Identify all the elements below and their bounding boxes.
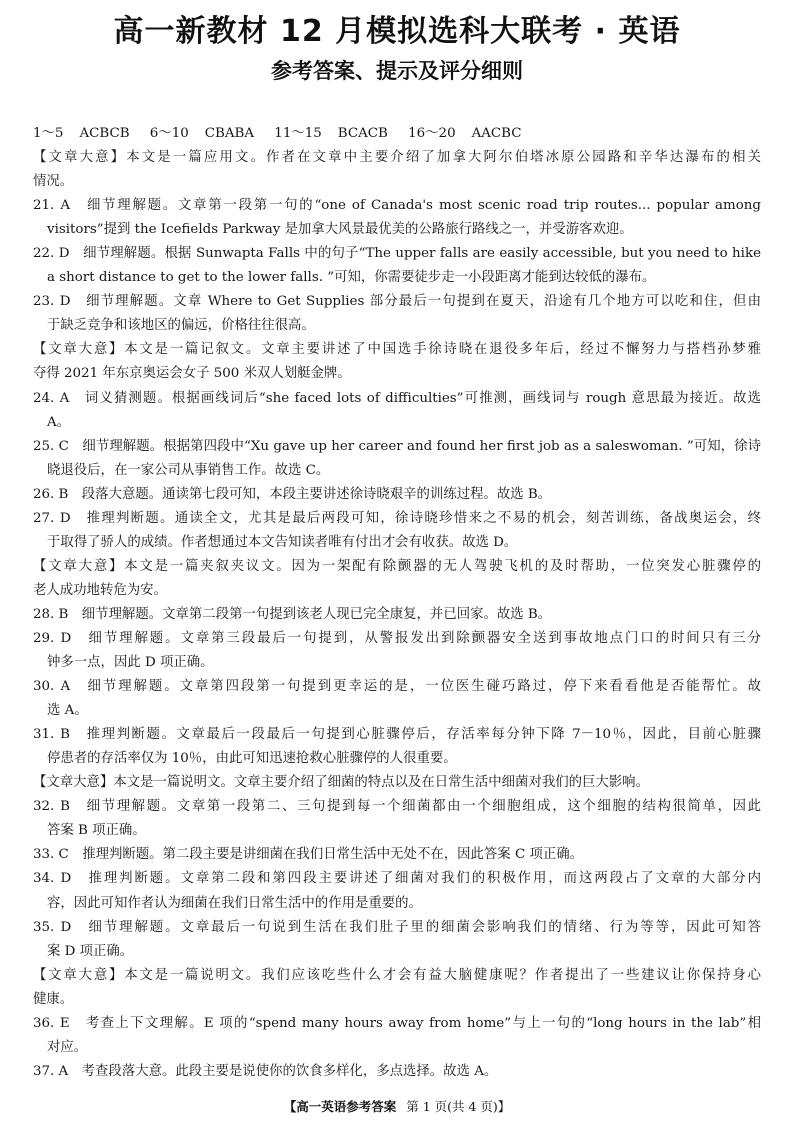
answer-content: [33, 122, 761, 1084]
page-number: 第 1 页(共 4 页)】: [406, 1099, 511, 1114]
answer-explanation: 36. E 考查上下文理解。E 项的“spend many hours away from home”与上一句的“long hours in the lab”相: [33, 1015, 761, 1031]
answer-explanation: 22. D 细节理解题。根据 Sunwapta Falls 中的句子“The upper falls are easily accessible, but you need to hike: [33, 246, 761, 262]
passage-summary: 【文章大意】本文是一篇夹叙夹议文。因为一架配有除颤器的无人驾驶飞机的及时帮助，一位突发心脏骤停的: [33, 558, 761, 574]
answer-explanation: A。: [47, 414, 71, 430]
document-subtitle: 参考答案、提示及评分细则: [271, 59, 523, 83]
answer-explanation: 31. B 推理判断题。文章最后一段最后一句提到心脏骤停后，存活率每分钟下降 7－10％，因此，目前心脏骤: [33, 727, 761, 743]
answer-explanation: 34. D 推理判断题。文章第二段和第四段主要讲述了细菌对我们的积极作用，而这两段占了文章的大部分内: [33, 871, 761, 887]
passage-summary: 夺得 2021 年东京奥运会女子 500 米双人划艇金牌。: [33, 366, 351, 382]
answer-explanation: 案 D 项正确。: [47, 943, 134, 959]
answer-explanation: 33. C 推理判断题。第二段主要是讲细菌在我们日常生活中无处不在，因此答案 C 项正确。: [33, 847, 584, 863]
answer-letters: ACBCB: [79, 126, 130, 141]
answer-explanation: 27. D 推理判断题。通读全文，尤其是最后两段可知，徐诗晓珍惜来之不易的机会，刻苦训练，备战奥运会，终: [33, 510, 761, 526]
passage-summary: 健康。: [33, 991, 74, 1007]
passage-summary: 【文章大意】本文是一篇应用文。作者在文章中主要介绍了加拿大阿尔伯塔冰原公园路和辛华达瀑布的相关: [33, 150, 761, 166]
passage-summary: 【文章大意】本文是一篇记叙文。文章主要讲述了中国选手徐诗晓在退役多年后，经过不懈努力与搭档孙梦雅: [33, 342, 761, 358]
answer-explanation: 25. C 细节理解题。根据第四段中“Xu gave up her career and found her first job as a saleswoman. ”可知，徐诗: [33, 438, 761, 454]
answer-explanation: 35. D 细节理解题。文章最后一句说到生活在我们肚子里的细菌会影响我们的情绪、行为等等，因此可知答: [33, 919, 761, 935]
answer-explanation: 32. B 细节理解题。文章第一段第二、三句提到每一个细菌都由一个细胞组成，这个细胞的结构很简单，因此: [33, 799, 761, 815]
answer-range: 1～5: [33, 126, 64, 141]
answer-explanation: 晓退役后，在一家公司从事销售工作。故选 C。: [47, 462, 330, 478]
answer-letters: CBABA: [204, 126, 255, 141]
answer-range: 6～10: [149, 126, 189, 141]
document-title: 高一新教材 12 月模拟选科大联考 · 英语: [113, 14, 681, 49]
passage-summary: 老人成功地转危为安。: [33, 582, 167, 598]
page-footer: [0, 1097, 794, 1115]
answer-explanation: 选 A。: [47, 703, 88, 719]
answer-explanation: 24. A 词义猜测题。根据画线词后“she faced lots of difficulties”可推测，画线词与 rough 意思最为接近。故选: [33, 390, 761, 406]
answer-explanation: 37. A 考查段落大意。此段主要是说使你的饮食多样化，多点选择。故选 A。: [33, 1063, 498, 1079]
answer-explanation: 于缺乏竞争和该地区的偏远，价格往往很高。: [47, 318, 315, 334]
answer-explanation: 23. D 细节理解题。文章 Where to Get Supplies 部分最后一句提到在夏天，沿途有几个地方可以吃和住，但由: [33, 294, 761, 310]
answer-explanation: 30. A 细节理解题。文章第四段第一句提到更幸运的是，一位医生碰巧路过，停下来看看他是否能帮忙。故: [33, 679, 761, 695]
answer-explanation: 停患者的存活率仅为 10％，由此可知迅速抢救心脏骤停的人很重要。: [47, 751, 457, 767]
answer-explanation: 于取得了骄人的成绩。作者想通过本文告知读者唯有付出才会有收获。故选 D。: [47, 534, 518, 550]
answer-key-row: [33, 122, 761, 146]
answer-range: 16～20: [408, 126, 456, 141]
answer-explanation: a short distance to get to the lower falls. ”可知，你需要徒步走一小段距离才能到达较低的瀑布。: [47, 270, 656, 286]
passage-summary: 情况。: [33, 174, 74, 190]
answer-explanation: 28. B 细节理解题。文章第二段第一句提到该老人现已完全康复，并已回家。故选 B。: [33, 606, 552, 622]
answer-letters: AACBC: [471, 126, 522, 141]
answer-explanation: 26. B 段落大意题。通读第七段可知，本段主要讲述徐诗晓艰辛的训练过程。故选 B。: [33, 486, 552, 502]
answer-range: 11～15: [274, 126, 322, 141]
answer-explanation: 钟多一点，因此 D 项正确。: [47, 655, 214, 671]
answer-explanation: 容，因此可知作者认为细菌在我们日常生活中的作用是重要的。: [47, 895, 422, 911]
passage-summary: 【文章大意】本文是一篇说明文。文章主要介绍了细菌的特点以及在日常生活中细菌对我们的巨大影响。: [33, 775, 649, 791]
answer-explanation: 对应。: [47, 1039, 88, 1055]
answer-explanation: 29. D 细节理解题。文章第三段最后一句提到，从警报发出到除颤器安全送到事故地点门口的时间只有三分: [33, 630, 761, 646]
passage-summary: 【文章大意】本文是一篇说明文。我们应该吃些什么才会有益大脑健康呢？作者提出了一些建议让你保持身心: [33, 967, 761, 983]
answer-explanation: visitors”提到 the Icefields Parkway 是加拿大风景最优美的公路旅行路线之一，并受游客欢迎。: [47, 222, 633, 238]
footer-label: 【高一英语参考答案: [283, 1099, 397, 1114]
answer-letters: BCACB: [337, 126, 388, 141]
answer-explanation: 答案 B 项正确。: [47, 823, 146, 839]
answer-explanation: 21. A 细节理解题。文章第一段第一句的“one of Canada's most scenic road trip routes... popular among: [33, 198, 761, 214]
